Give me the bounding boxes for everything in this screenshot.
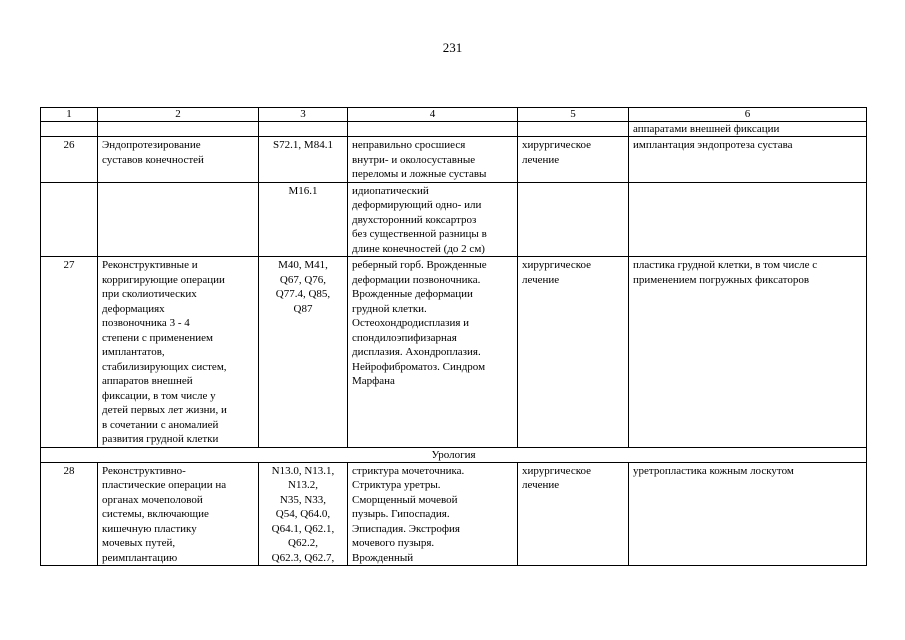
table-row — [41, 137, 867, 183]
row-number: 26 — [41, 137, 98, 183]
procedure-name: Эндопротезирование суставов конечностей — [98, 137, 259, 183]
continuation-text: аппаратами внешней фиксации — [629, 122, 867, 137]
header-cell: 3 — [259, 108, 348, 122]
procedure-name — [98, 182, 259, 257]
header-cell: 4 — [348, 108, 518, 122]
diagnosis: неправильно сросшиеся внутри- и околосуставные переломы и ложные суставы — [348, 137, 518, 183]
treatment-method: имплантация эндопротеза сустава — [629, 137, 867, 183]
icd-codes: N13.0, N13.1, N13.2, N35, N33, Q54, Q64.0, Q64.1, Q62.1, Q62.2, Q62.3, Q62.7, — [259, 462, 348, 566]
section-row — [41, 447, 867, 462]
row-number — [41, 182, 98, 257]
treatment-method — [629, 182, 867, 257]
treatment-method: уретропластика кожным лоскутом — [629, 462, 867, 566]
icd-codes: M16.1 — [259, 182, 348, 257]
procedure-name: Реконструктивные и корригирующие операции при сколиотических деформациях позвоночника 3 - 4 степени с применением имплантатов, стабилизирующих систем, аппаратов внешней фиксации, в том числе у детей первых лет жизни, и в сочетании с аномалией развития грудной клетки — [98, 257, 259, 448]
header-row — [41, 108, 867, 122]
header-cell: 6 — [629, 108, 867, 122]
continuation-row — [41, 122, 867, 137]
treatment-type: хирургическое лечение — [518, 257, 629, 448]
diagnosis: реберный горб. Врожденные деформации позвоночника. Врожденные деформации грудной клетки. Остеохондродисплазия и спондилоэпифизарная дисплазия. Ахондроплазия. Нейрофиброматоз. Синдром Марфана — [348, 257, 518, 448]
diagnosis: идиопатический деформирующий одно- или двухсторонний коксартроз без существенной разницы в длине конечностей (до 2 см) — [348, 182, 518, 257]
table-row — [41, 182, 867, 257]
header-cell: 5 — [518, 108, 629, 122]
page-number: 231 — [442, 40, 463, 55]
row-number: 27 — [41, 257, 98, 448]
procedure-name: Реконструктивно- пластические операции на органах мочеполовой системы, включающие кишечную пластику мочевых путей, реимплантацию — [98, 462, 259, 566]
treatment-method: пластика грудной клетки, в том числе с применением погружных фиксаторов — [629, 257, 867, 448]
section-title: Урология — [41, 447, 867, 462]
treatment-type: хирургическое лечение — [518, 462, 629, 566]
medical-procedures-table — [40, 107, 867, 566]
row-number: 28 — [41, 462, 98, 566]
treatment-type — [518, 182, 629, 257]
diagnosis: стриктура мочеточника. Стриктура уретры. Сморщенный мочевой пузырь. Гипоспадия. Эписпадия. Экстрофия мочевого пузыря. Врожденный — [348, 462, 518, 566]
icd-codes: S72.1, M84.1 — [259, 137, 348, 183]
table-row — [41, 462, 867, 566]
table-row — [41, 257, 867, 448]
treatment-type: хирургическое лечение — [518, 137, 629, 183]
header-cell: 1 — [41, 108, 98, 122]
icd-codes: M40, M41, Q67, Q76, Q77.4, Q85, Q87 — [259, 257, 348, 448]
header-cell: 2 — [98, 108, 259, 122]
